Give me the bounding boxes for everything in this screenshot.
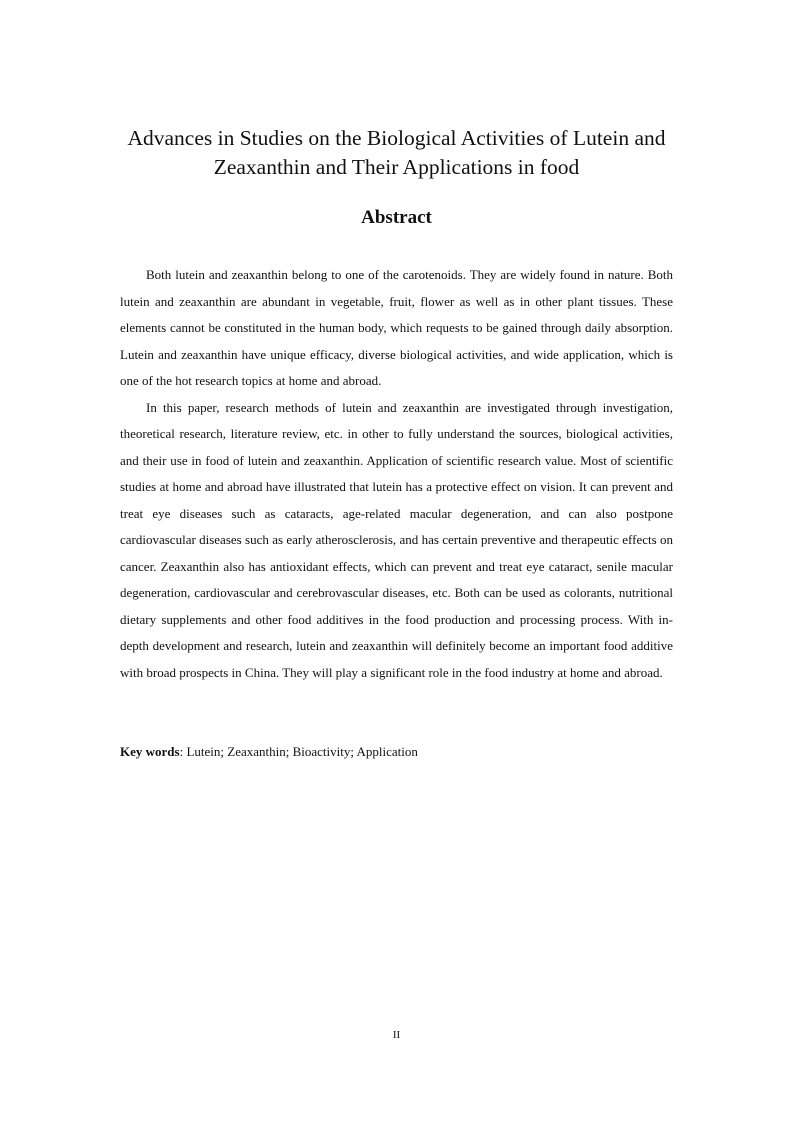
keywords-label: Key words: [120, 744, 180, 759]
document-title: Advances in Studies on the Biological Activities of Lutein and Zeaxanthin and Their Applications in food: [127, 126, 666, 179]
keywords-separator: :: [179, 744, 187, 759]
abstract-paragraph-1: Both lutein and zeaxanthin belong to one of the carotenoids. They are widely found in nature. Both lutein and zeaxanthin are abundant in vegetable, fruit, flower as well as in other plant tissues. These elements cannot be constituted in the human body, which requests to be gained through daily absorption. Lutein and zeaxanthin have unique efficacy, diverse biological activities, and wide application, which is one of the hot research topics at home and abroad.: [120, 267, 673, 388]
keywords-text: Lutein; Zeaxanthin; Bioactivity; Application: [186, 744, 418, 759]
abstract-body: [120, 262, 673, 686]
abstract-paragraph-2: In this paper, research methods of lutein and zeaxanthin are investigated through investigation, theoretical research, literature review, etc. in other to fully understand the sources, biological activities, and their use in food of lutein and zeaxanthin. Application of scientific research value. Most of scientific studies at home and abroad have illustrated that lutein has a protective effect on vision. It can prevent and treat eye diseases such as cataracts, age-related macular degeneration, and can also postpone cardiovascular diseases such as early atherosclerosis, and has certain preventive and therapeutic effects on cancer. Zeaxanthin also has antioxidant effects, which can prevent and treat eye cataract, senile macular degeneration, cardiovascular and cerebrovascular diseases, etc. Both can be used as colorants, nutritional dietary supplements and other food additives in the food production and processing process. With in-depth development and research, lutein and zeaxanthin will definitely become an important food additive with broad prospects in China. They will play a significant role in the food industry at home and abroad.: [120, 399, 673, 680]
keywords-line: [120, 741, 418, 763]
page-number: II: [392, 1029, 401, 1041]
abstract-heading: Abstract: [361, 207, 432, 228]
